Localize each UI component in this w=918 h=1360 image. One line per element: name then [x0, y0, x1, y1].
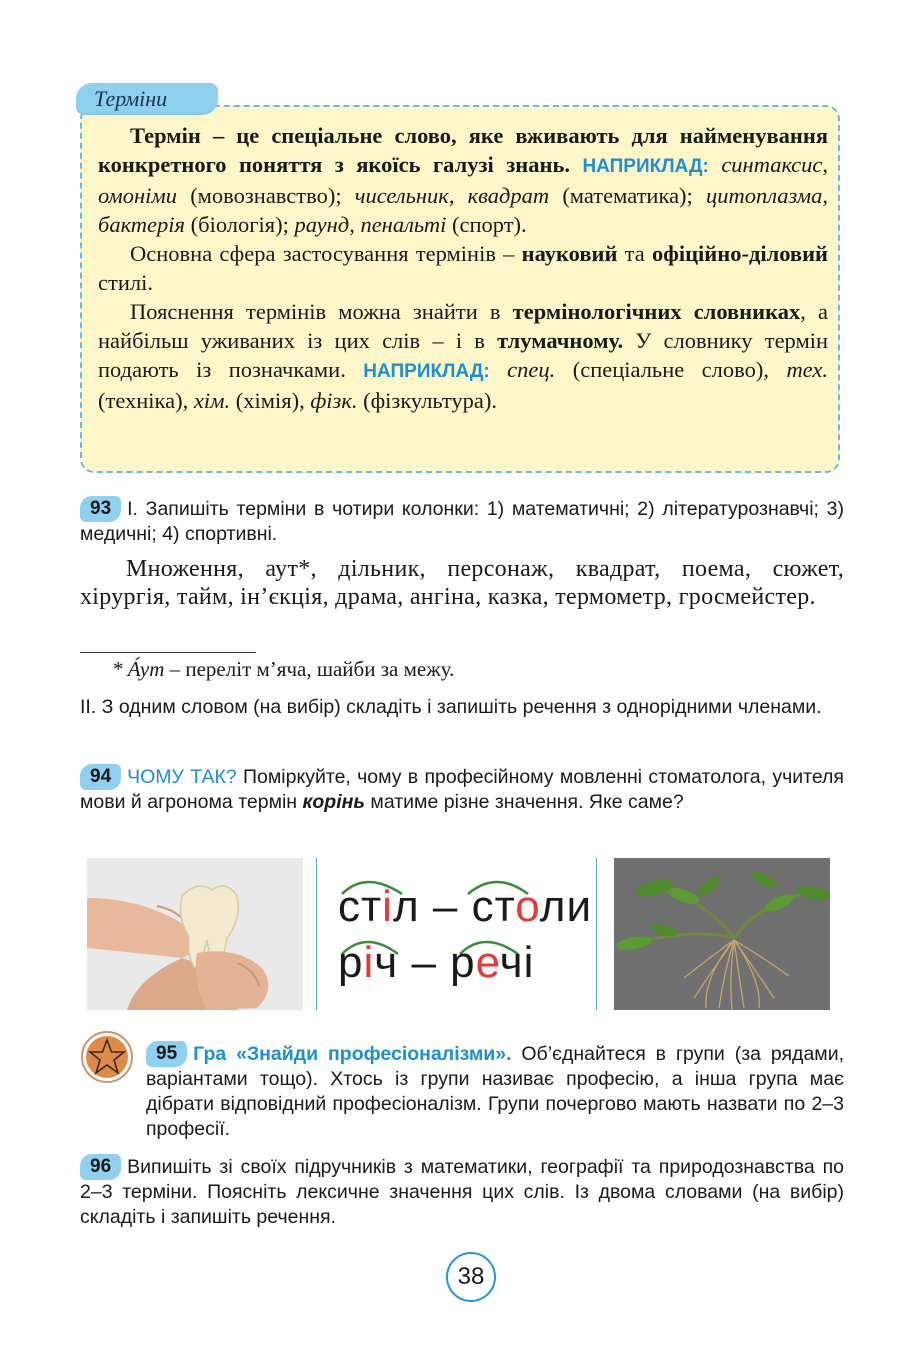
exercise-96: [80, 1154, 844, 1230]
word-part: р: [450, 938, 476, 987]
mark-explanation: (спеціальне слово),: [572, 357, 769, 382]
footnote-divider: [80, 652, 256, 653]
task-text: Випишіть зі своїх підручників з математики, географії та природознавства по 2–3 терміни. Поясніть лексичне значення цих слів. Із двома словами (на вибір) складіть і запишіть речення.: [80, 1156, 844, 1228]
tooth-image: [87, 858, 303, 1010]
exercise-93-task-2: [80, 695, 844, 720]
dictionary-mark: тех.: [786, 357, 828, 382]
rule-text: [98, 121, 828, 415]
example-label: НАПРИКЛАД:: [582, 156, 709, 177]
term-definition: Термін – це спеціальне слово, яке вживають для найменування конкретного поняття з якоїсь галузі знань.: [98, 123, 828, 177]
rule-bold: офіційно-діловий: [652, 241, 828, 266]
task-text: ІІ. З одним словом (на вибір) складіть і запишіть речення з однорідними членами.: [80, 696, 822, 718]
task-text: Об’єднайтеся в групи (за рядами, варіантами тощо). Хтось із групи називає професію, а інша група має дібрати відповідний професіоналізм. Групи почергово мають назвати по 2–3 професії.: [146, 1043, 845, 1140]
word-part: л: [392, 882, 420, 931]
example-term: чисельник: [354, 183, 449, 208]
rule-text-span: , а найбільш уживаних із цих слів – і в: [98, 299, 828, 353]
rule-text-span: У словнику термін подають із позначками.: [98, 328, 828, 382]
tooth-icon: [87, 858, 303, 1010]
word-part: ст: [338, 882, 383, 931]
example-term: цитоплазма: [705, 183, 823, 208]
rule-text-span: стилі.: [98, 270, 153, 295]
exercise-number: 94: [80, 764, 121, 790]
rule-tag-label: Терміни: [94, 86, 168, 111]
footnote-definition: – переліт м’яча, шайби за межу.: [169, 657, 455, 681]
word-list: Множення, аут*, дільник, персонаж, квадрат, поема, сюжет, хірургія, тайм, ін’єкція, драма, ангіна, казка, термометр, гросмейстер.: [80, 556, 844, 610]
rule-bold: науковий: [521, 241, 618, 266]
example-term: пенальті: [360, 212, 447, 237]
exercise-93-task: [80, 496, 844, 547]
exercise-93-words: [80, 555, 844, 611]
dash: –: [411, 938, 437, 987]
rule-paragraph-3: [98, 297, 828, 415]
dictionary-mark: спец.: [507, 357, 556, 382]
image-divider: [596, 858, 597, 1010]
example-field: (біологія);: [190, 212, 289, 237]
dictionary-mark: хім.: [193, 388, 231, 413]
key-word: корінь: [302, 791, 365, 813]
rule-text-span: Основна сфера застосування термінів –: [130, 241, 515, 266]
example-field: (спорт).: [451, 212, 527, 237]
exercise-label: ЧОМУ ТАК?: [127, 766, 237, 788]
exercise-title: Гра «Знайди професіоналізми».: [193, 1043, 512, 1065]
page-number: 38: [446, 1252, 496, 1302]
exercise-number: 93: [80, 496, 121, 522]
example-term: раунд: [294, 212, 350, 237]
plant-roots-image: [614, 858, 830, 1010]
word-root-image: [318, 858, 594, 1010]
task-text: матиме різне значення. Яке саме?: [370, 791, 684, 813]
rule-box: [80, 105, 840, 473]
example-term: бактерія: [98, 212, 185, 237]
vowel: і: [363, 938, 375, 987]
mark-explanation: (техніка),: [98, 388, 189, 413]
task-text: І. Запишіть терміни в чотири колонки: 1) математичні; 2) літературознавчі; 3) медичні; 4) спортивні.: [80, 498, 844, 545]
example-term: квадрат: [467, 183, 550, 208]
plant-icon: [614, 858, 830, 1010]
star-icon: [80, 1030, 134, 1084]
rule-paragraph-1: Термін – це спеціальне слово, яке вживають для найменування конкретного поняття з якоїсь галузі знань. НАПРИКЛАД: синтаксис, омоніми (мовознавство); чисельник, квадрат (математика); цитоплазма, бактерія (біологія); раунд, пенальті (спорт).: [98, 123, 829, 237]
image-divider: [316, 858, 317, 1010]
exercise-94: [80, 764, 844, 815]
exercise-number: 95: [146, 1041, 187, 1067]
vowel: е: [475, 938, 500, 987]
footnote-term: * А́ут: [112, 657, 165, 681]
rule-bold: термінологічних словниках: [512, 299, 801, 324]
rule-paragraph-2: [98, 239, 828, 297]
rule-text-span: Пояснення термінів можна знайти в: [130, 299, 501, 324]
example-field: (математика);: [562, 183, 693, 208]
example-term: синтаксис: [721, 152, 823, 177]
vowel: о: [515, 882, 540, 931]
example-label: НАПРИКЛАД:: [363, 361, 490, 382]
word-part: р: [338, 938, 364, 987]
mark-explanation: (фізкультура).: [363, 388, 497, 413]
rule-bold: тлумачному.: [497, 328, 624, 353]
word-pair-1: [338, 882, 592, 932]
word-part: ли: [539, 882, 593, 931]
mark-explanation: (хімія),: [235, 388, 305, 413]
example-field: (мовознавство);: [190, 183, 342, 208]
footnote: [112, 657, 454, 682]
rule-tag: [76, 83, 218, 115]
word-part: чі: [499, 938, 535, 987]
exercise-number: 96: [80, 1154, 121, 1180]
word-part: ч: [374, 938, 399, 987]
rule-text-span: та: [624, 241, 645, 266]
exercise-95: [146, 1041, 844, 1142]
task-text: Поміркуйте, чому в професійному мовленні стоматолога, учителя мови й агронома термін: [80, 766, 844, 813]
dictionary-mark: фізк.: [310, 388, 358, 413]
dash: –: [432, 882, 459, 931]
example-term: омоніми: [98, 183, 178, 208]
vowel: і: [382, 882, 393, 931]
word-pair-2: [338, 938, 534, 988]
word-part: ст: [471, 882, 516, 931]
